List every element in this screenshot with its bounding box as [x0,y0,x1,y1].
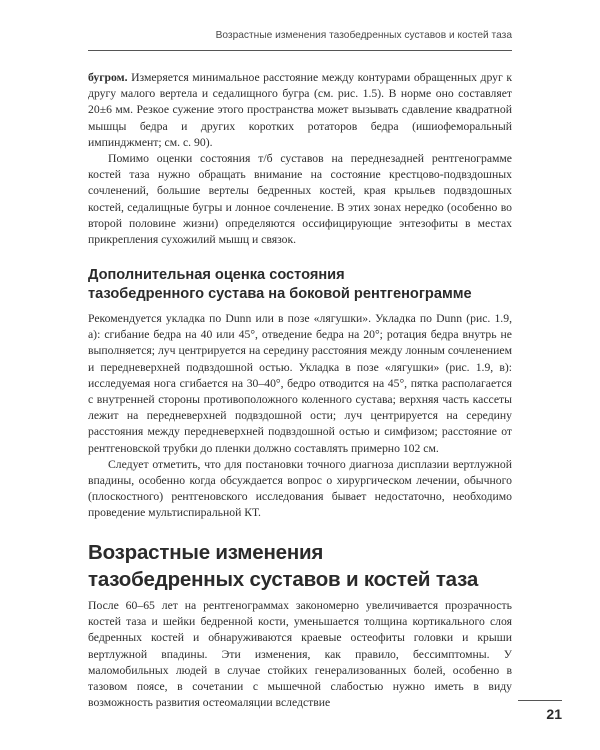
paragraph: Рекомендуется укладка по Dunn или в позе «лягушки». Укладка по Dunn (рис. 1.9, а): сгибание бедра на 40 или 45°, отведение бедра на 20°; ротация бедра внутрь не выполняется; луч центрируется на середину расстояния между лонным сочленением и передневерхней подвздошной остью. Укладка в позе «лягушки» (рис. 1.9, в): исследуемая нога сгибается на 30–40°, бедро отводится на 45°, пятка располагается с внутренней стороны противоположного коленного сустава; верхняя часть кассеты лежит на передневерхней подвздошной ости; луч центрируется на середину расстояния между передневерхней подвздошной остью и симфизом; расстояние от рентгеновской трубки до пленки должно составлять примерно 102 см. [88,312,512,455]
paragraph [88,70,512,151]
text-block-lateral [88,311,512,522]
page-number-rule [518,700,562,701]
subheading-line: Дополнительная оценка состояния [88,267,345,283]
section-heading [88,539,528,593]
subheading-line: тазобедренного сустава на боковой рентгенограмме [88,286,472,302]
paragraph: Следует отметить, что для постановки точного диагноза дисплазии вертлужной впадины, особенно когда обсуждается вопрос о хирургическом лечении, обычного (плоскостного) рентгеновского исследования бывает недостаточно, необходимо проведение мультиспиральной КТ. [88,457,512,520]
bold-lead: бугром. [88,71,128,84]
section-heading-line: тазобедренных суставов и костей таза [88,568,479,591]
paragraph-text: Измеряется минимальное расстояние между контурами обращенных друг к другу малого вертела и седалищного бугра (см. рис. 1.5). В норме оно составляет 20±6 мм. Резкое сужение этого пространства может вызывать сдавление квадратной мышцы бедра и других коротких ротаторов бедра (ишиофеморальный импинджмент; см. с. 90). [88,71,512,149]
text-block-age-changes [88,598,512,711]
text-block-intro [88,70,512,248]
page-number: 21 [546,706,562,722]
paragraph: После 60–65 лет на рентгенограммах закономерно увеличивается прозрачность костей таза и шейки бедренной кости, уменьшается толщина кортикального слоя бедренных костей и обнаруживаются краевые остеофиты головки и крыши вертлужной впадины. Эти изменения, как правило, бессимптомны. У маломобильных людей в случае стойких генерализованных болей, особенно в тазовом поясе, в сочетании с мышечной слабостью нужно иметь в виду возможность развития остеомаляции вследствие [88,599,512,710]
paragraph: Помимо оценки состояния т/б суставов на переднезадней рентгенограмме костей таза нужно обращать внимание на состояние крестцово-подвздошных сочленений, большие вертелы бедренных костей, края крыльев подвздошных костей, седалищные бугры и лонное сочленение. В этих зонах нередко (особенно во второй половине жизни) определяются оссифицирующие энтезофиты в местах прикрепления сухожилий мышц и связок. [88,152,512,247]
running-header-text: Возрастные изменения тазобедренных суставов и костей таза [215,30,512,41]
section-heading-line: Возрастные изменения [88,541,324,564]
running-header [88,28,512,51]
subheading [88,266,518,304]
